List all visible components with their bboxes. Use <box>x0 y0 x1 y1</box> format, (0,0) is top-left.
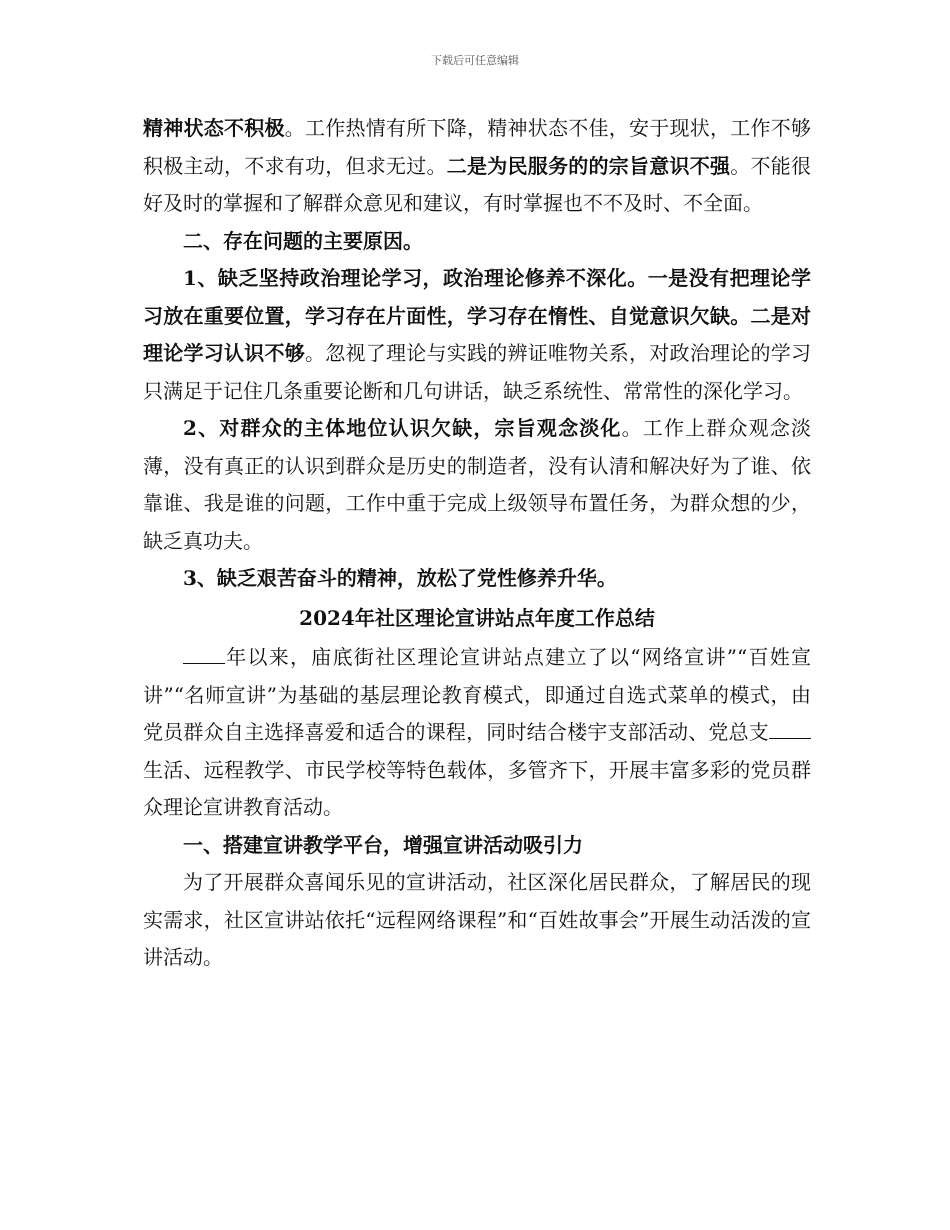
paragraph-reason-1 <box>143 260 811 410</box>
bold-phrase: 精神状态不积极 <box>143 116 285 140</box>
bold-phrase: 1、缺乏坚持政治理论学习，政治理论修养不深化。一是没有把理论学习放在重要位置，学习存在片面性，学习存在惰性、自觉意识欠缺。二是对理论学习认识不够 <box>143 266 811 365</box>
blank-underline <box>183 645 225 664</box>
text-run: 。工作热情有所下降，精神状态不佳，安于现状，工作不够积极主动，不求有功，但求无过。 <box>143 116 811 178</box>
document-body <box>143 110 811 977</box>
text-run: 年以来，庙底街社区理论宣讲站点建立了以“网络宣讲”“百姓宣讲”“名师宣讲”为基础的基层理论教育模式，即通过自选式菜单的模式，由党员群众自主选择喜爱和适合的课程，同时结合楼宇支部活动、党总支 <box>143 645 811 744</box>
heading-reasons: 二、存在问题的主要原因。 <box>183 228 423 253</box>
paragraph-intro <box>143 639 811 827</box>
bold-phrase: 二是为民服务的的宗旨意识不强 <box>446 153 731 178</box>
heading-platform: 一、搭建宣讲教学平台，增强宣讲活动吸引力 <box>183 832 583 857</box>
page-header: 下载后可任意编辑 <box>431 54 519 67</box>
text-run: 。忽视了理论与实践的辨证唯物关系，对政治理论的学习只满足于记住几条重要论断和几句讲话，缺乏系统性、常常性的深化学习。 <box>143 341 811 403</box>
paragraph-reason-2 <box>143 410 811 560</box>
document-title: 2024年社区理论宣讲站点年度工作总结 <box>299 605 655 630</box>
paragraph-status <box>143 110 811 223</box>
paragraph-reason-3: 3、缺乏艰苦奋斗的精神，放松了党性修养升华。 <box>183 566 617 590</box>
text-run: 。工作上群众观念淡薄，没有真正的认识到群众是历史的制造者，没有认清和解决好为了谁、依靠谁、我是谁的问题，工作中重于完成上级领导布置任务，为群众想的少，缺乏真功夫。 <box>143 416 811 553</box>
text-run: 生活、远程教学、市民学校等特色载体，多管齐下，开展丰富多彩的党员群众理论宣讲教育活动。 <box>143 757 811 819</box>
bold-phrase: 2、对群众的主体地位认识欠缺，宗旨观念淡化 <box>183 416 622 440</box>
blank-underline <box>769 720 811 739</box>
paragraph-platform: 为了开展群众喜闻乐见的宣讲活动，社区深化居民群众，了解居民的现实需求，社区宣讲站依托“远程网络课程”和“百姓故事会”开展生动活泼的宣讲活动。 <box>143 870 811 969</box>
text-run: 。不能很好及时的掌握和了解群众意见和建议，有时掌握也不不及时、不全面。 <box>143 153 811 215</box>
